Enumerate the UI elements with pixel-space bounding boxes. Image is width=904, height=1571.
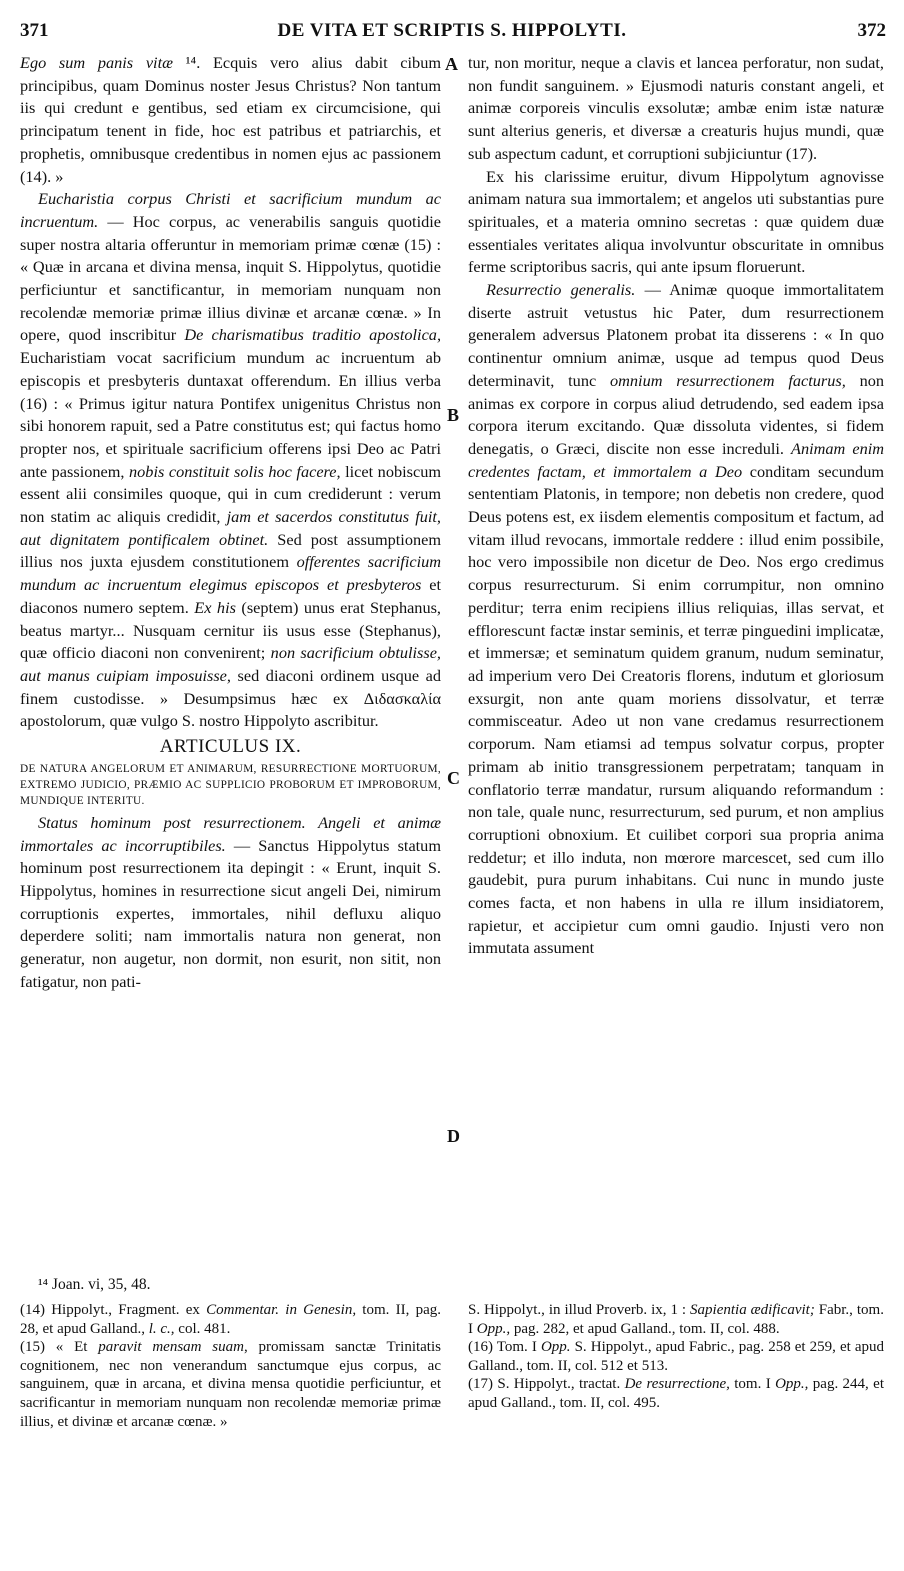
italic-span: Commentar. in Genesin, [206, 1302, 357, 1318]
page-number-right: 372 [857, 20, 886, 41]
article-subtitle: DE NATURA ANGELORUM ET ANIMARUM, RESURRECTIONE MORTUORUM, EXTREMO JUDICIO, PRÆMIO AC SUPPLICIO PROBORUM ET IMPROBORUM, MUNDIQUE INTERITU. [20, 762, 441, 807]
right-column [468, 52, 884, 960]
text-span: (15) « Et [20, 1339, 99, 1356]
italic-span: jam et sacerdos constitutus fuit, aut dignitatem pontificalem obtinet. [20, 507, 441, 549]
margin-marker-b: B [447, 405, 460, 425]
text-span: licet nobiscum essent alii consimiles quoque, qui in cum crediderunt : verum non statim ac aliquis credidit, [20, 461, 441, 527]
text-span: S. Hippolyt., in illud Proverb. ix, 1 : [468, 1302, 691, 1318]
italic-span: non sacrificium obtulisse, aut manus cuipiam imposuisse, [20, 643, 441, 685]
italic-span: Opp. [540, 1339, 571, 1356]
text-span: et diaconos numero septem. [20, 575, 441, 617]
text-span: , promissam sanctæ Trinitatis cognitionem, nec non venerandum sanctumque ejus corpus, ac sanguinem, quæ in arcana, et divina mensa quotidie perficiuntur, et sacrificantur in memoriam nunquam non recolendæ memoriæ primæ illius, et divinæ et arcanæ cœnæ. » [20, 1339, 441, 1430]
running-header [0, 14, 904, 44]
text-span: S. Hippolyt., apud Fabric., pag. 258 et 259, et apud Galland., tom. II, col. 512 et 513. [468, 1339, 885, 1374]
text-span: (septem) unus erat Stephanus, beatus martyr... Nusquam cernitur iis usus esse (Stephanus), quæ officio diaconi non convenirent; [20, 597, 441, 663]
text-span: non animas ex corpore in corpus aliud detrudendo, sed eadem ipsa corpora iterum excitando. Quæ dissoluta videntes, si fidem denegatis, o Græci, discite non esse increduli. [468, 370, 885, 458]
italic-span: omnium resurrectionem facturus, [610, 370, 846, 390]
left-column [20, 52, 441, 993]
margin-marker-a: A [445, 54, 458, 74]
footnote-15-continued [468, 1301, 884, 1338]
text-span: ¹⁴. Ecquis vero alius dabit cibum principibus, quam Dominus noster Jesus Christus? Non tantum iis qui credunt e gentibus, sed etiam ex circumcisione, qui principatum tenent in fide, hoc est patribus et patriarchis, et prophetis, omnibusque credentibus in nomen ejus ac passionem (14). » [20, 53, 441, 186]
italic-span: Opp., [476, 1320, 511, 1337]
text-span: — Hoc corpus, ac venerabilis sanguis quotidie super nostra altaria offeruntur in memoriam primæ cœnæ (15) : « Quæ in arcana et divina mensa, inquit S. Hippolytus, quotidie perficiuntur et sanctificantur, in memoriam nunquam non recolendæ memoriæ primæ illius divinæ et arcanæ cœnæ. » In opere, quod inscribitur [20, 211, 441, 345]
text-span: tom. I [729, 1376, 776, 1393]
italic-span: Ex his [194, 597, 236, 617]
italic-span: l. c., [148, 1320, 175, 1337]
text-span: pag. 282, et apud Galland., tom. II, col. 488. [510, 1320, 780, 1337]
paragraph [20, 52, 441, 188]
margin-marker-d: D [447, 1126, 460, 1146]
footnotes-right [468, 1301, 884, 1413]
page-number-left: 371 [20, 20, 49, 41]
text-span: col. 481. [174, 1320, 231, 1337]
text-span: (17) S. Hippolyt., tractat. [468, 1376, 625, 1393]
italic-span: De resurrectione, [624, 1376, 730, 1393]
italic-span: Ego sum panis vitæ [20, 53, 173, 72]
footnote-14 [20, 1301, 441, 1338]
italic-span: De charismatibus traditio apostolica, [184, 325, 442, 345]
section-heading: Eucharistia corpus Christi et sacrificium mundum ac incruentum. [20, 189, 441, 231]
footnotes-left [20, 1301, 441, 1431]
text-span: Eucharistiam vocat sacrificium mundum ac incruentum ab episcopis et presbyteris duntaxat offerendum. En illius verba (16) : « Primus igitur natura Pontifex unigenitus Christus non sibi honorem rapuit, sed a Patre constitutus est; qui factus homo propter nos, et spirituale sacrificium offerens ipsi Deo ac Patri ante passionem, [20, 348, 441, 481]
text-span: — Sanctus Hippolytus statum hominum post resurrectionem ita depingit : « Erunt, inquit S. Hippolytus, homines in resurrectione sicut angeli Dei, nimirum corruptionis expertes, immortales, nihil defluxu aliquo deperdere soliti; nam immortalis natura non generat, non generatur, non augetur, non dormit, non esurit, non sitit, non fatigatur, non pati- [20, 835, 441, 991]
text-span: — Animæ quoque immortalitatem diserte astruit vetustus hic Pater, dum resurrectionem generalem adversus Platonem probat ita disserens : « In quo continentur omnium animæ, usque ad tempus quod Deus determinavit, tunc [468, 280, 884, 390]
text-span: pag. 244, et apud Galland., tom. II, col. 495. [468, 1376, 884, 1411]
italic-span: Opp., [775, 1376, 809, 1393]
italic-span: paravit mensam suam [98, 1339, 244, 1356]
paragraph [468, 279, 884, 960]
text-span: Sed post assumptionem illius nos juxta ejusdem constitutionem [20, 529, 441, 572]
text-span: Fabr., tom. I [468, 1302, 884, 1337]
footnote-15 [20, 1338, 441, 1431]
text-span: (16) Tom. I [468, 1339, 541, 1356]
text-span: tom. II, pag. 28, et apud Galland., [20, 1302, 441, 1337]
italic-span: Sapientia ædificavit; [690, 1302, 815, 1318]
margin-marker-c: C [447, 768, 460, 788]
article-title: ARTICULUS IX. [159, 736, 302, 758]
italic-span: Animam enim credentes factam, et immortalem a Deo [468, 438, 885, 481]
paragraph [20, 188, 441, 733]
text-span: conditam secundum sententiam Platonis, in tempore; non debetis non credere, quod Deus potens est, ex iisdem elementis compositum et factum, ad vitam illud revocans, immortale reddere : illud enim possibile, hoc vero impossibile non dicetur de Deo. Nos ergo credimus corpus resurrecturum. Si enim corrumpitur, non omnino perditur; terra enim recipiens illius reliquias, illas servat, et efflorescunt factæ instar seminis, et terræ pinguedini implicatæ, et immersæ; et seminatum quidem granum, nudum seminatur, ad imperium vero Dei Creatoris florens, indutum et gloriosum exsurgit, non ante quam moriens dissolvatur, et terræ commisceatur. Adeo ut non vane credamus resurrectionem corporum. Nam etiamsi ad tempus solvatur corpus, propter primam ab initio transgressionem perpetratam; tanquam in conflatorio terræ mandatur, rursum aliquando reformandum : non tale, quale nunc, resurrecturum, sed purum, et non amplius corruptioni obnoxium. Et cuilibet corpori sua propria anima reddetur; et illo induta, non mœrore marcescet, sed cum illo gaudebit, pura purum inhabitans. Cui nunc in mundo juste comes facta, et non habens in ulla re illum insidiatorem, rapietur, et accipietur cum omni gaudio. Injusti vero non immutata assument [468, 461, 885, 958]
section-heading: Resurrectio generalis. [486, 280, 636, 300]
footnote-scripture: ¹⁴ Joan. vi, 35, 48. [38, 1276, 151, 1293]
text-span: sed diaconi ordinem usque ad finem custodisse. » Desumpsimus hæc ex Διδασκαλία apostolorum, quæ vulgo S. nostro Hippolyto ascribitur. [20, 665, 442, 731]
paragraph: Ex his clarissime eruitur, divum Hippolytum agnovisse animam natura sua immortalem; et angelos uti substantias pure spirituales, et a materia omnino secretas : quæ quidem duæ essentiales veritates aliqua involvuntur obscuritate in omnibus ferme scriptoribus sacris, qui ante ipsum floruerunt. [468, 166, 884, 277]
footnote-16 [468, 1338, 884, 1375]
italic-span: nobis constituit solis hoc facere, [129, 461, 341, 481]
text-span: (14) Hippolyt., Fragment. ex [20, 1302, 207, 1318]
italic-span: offerentes sacrificium mundum ac incruentum elegimus episcopos et presbyteros [20, 552, 441, 595]
section-heading: Status hominum post resurrectionem. Angeli et animæ immortales ac incorruptibiles. [20, 812, 441, 855]
running-title: DE VITA ET SCRIPTIS S. HIPPOLYTI. [277, 20, 627, 41]
footnote-17 [468, 1375, 884, 1412]
paragraph: tur, non moritur, neque a clavis et lancea perforatur, non sudat, non fundit sanguinem. » Ejusmodi naturis constant angeli, et animæ corporeis vinculis exsolutæ; ambæ enim istæ naturæ sunt alterius generis, et diversæ a creaturis hujus mundi, quæ sub aspectum cadunt, et corruptioni subjiciuntur (17). [468, 53, 884, 163]
paragraph [20, 812, 441, 994]
